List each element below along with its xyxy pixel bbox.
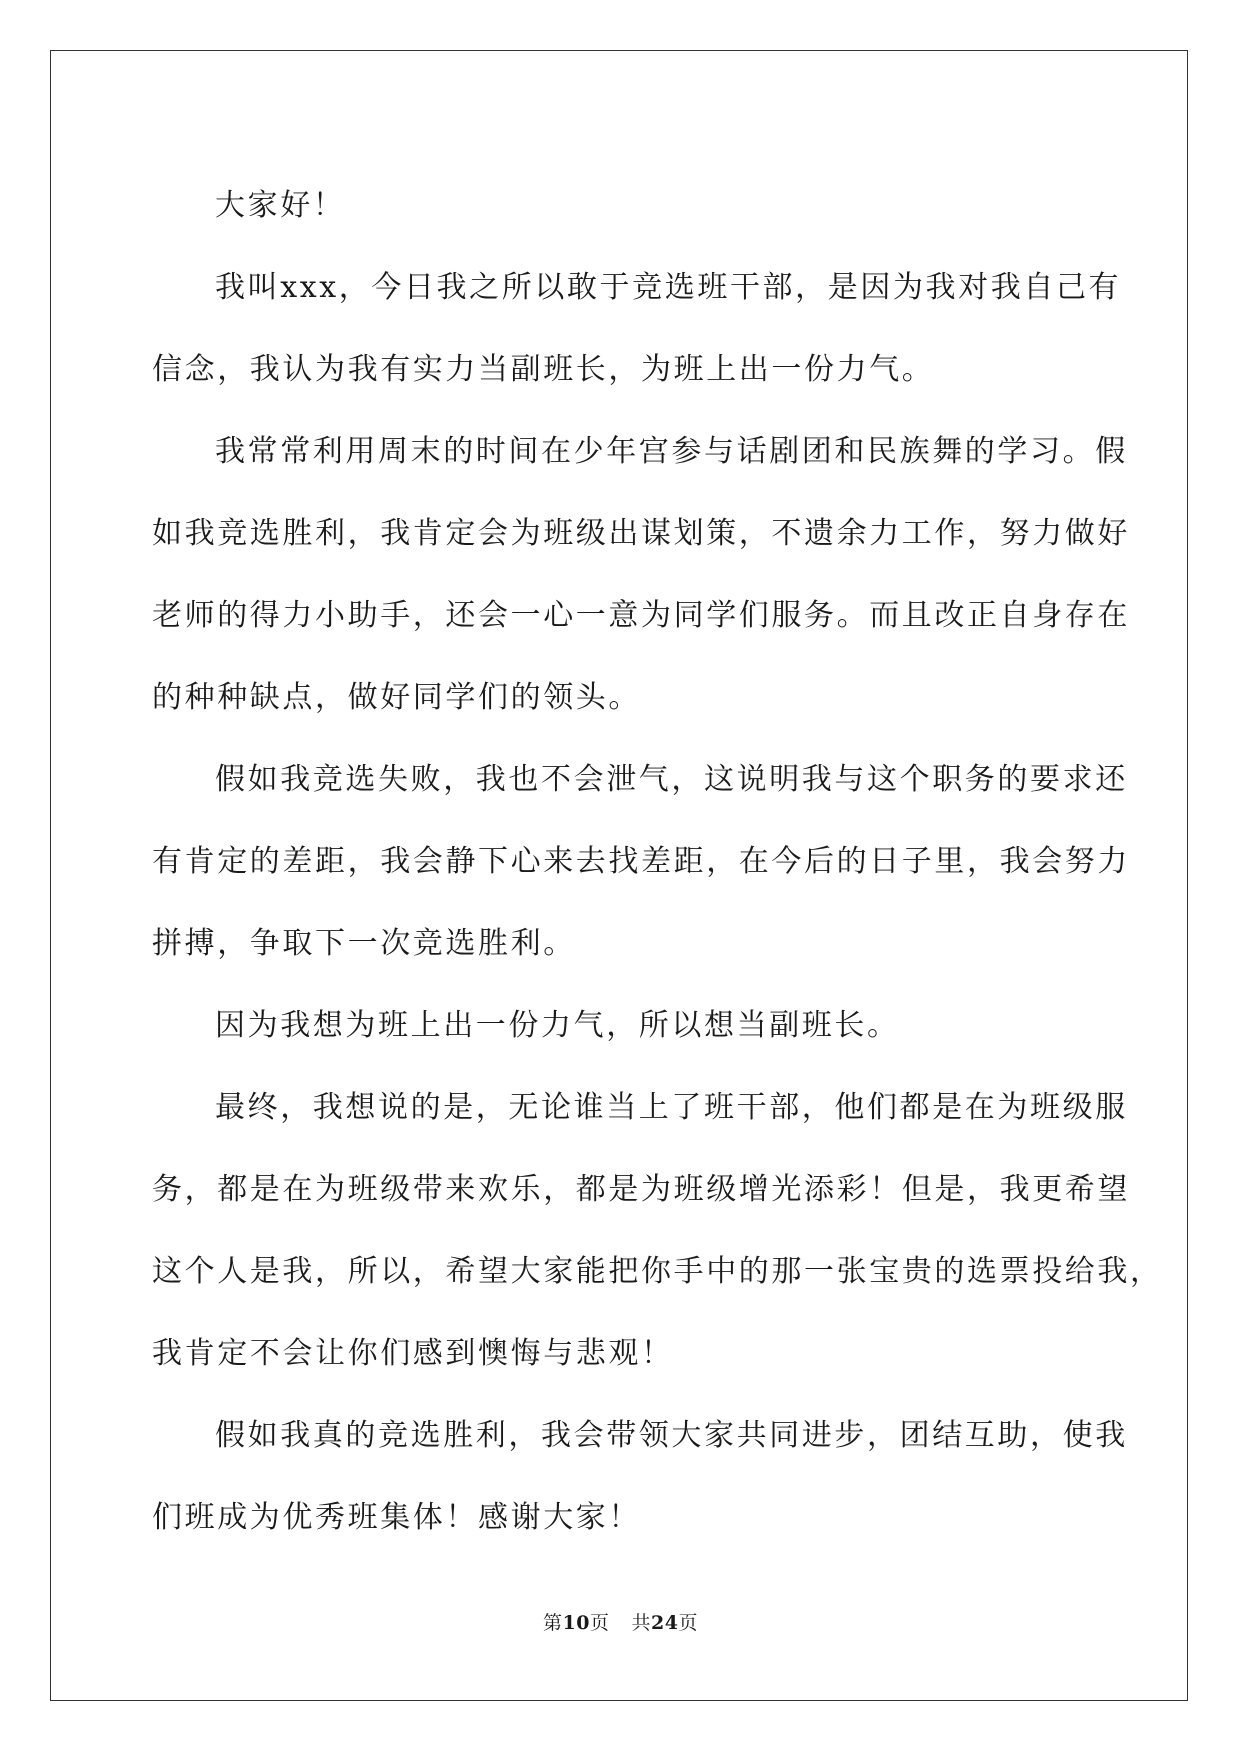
paragraph-greeting — [152, 165, 1090, 247]
text-line: 我肯定不会让你们感到懊悔与悲观！ — [152, 1336, 674, 1371]
text-line: 大家好！ — [215, 188, 346, 223]
text-line: 拼搏，争取下一次竞选胜利。 — [152, 926, 576, 961]
text-line: 务，都是在为班级带来欢乐，都是为班级增光添彩！但是，我更希望 — [152, 1172, 1130, 1207]
paragraph-activities — [152, 411, 1130, 739]
paragraph-reason — [152, 985, 1090, 1067]
text-line: 假如我竞选失败，我也不会泄气，这说明我与这个职务的要求还 — [215, 762, 1128, 797]
text-line: 因为我想为班上出一份力气，所以想当副班长。 — [215, 1008, 900, 1043]
text-line: 假如我真的竞选胜利，我会带领大家共同进步，团结互助，使我 — [215, 1418, 1128, 1453]
text-line: 有肯定的差距，我会静下心来去找差距，在今后的日子里，我会努力 — [152, 844, 1130, 879]
text-line: 信念，我认为我有实力当副班长，为班上出一份力气。 — [152, 352, 935, 387]
text-line: 们班成为优秀班集体！感谢大家！ — [152, 1500, 641, 1535]
page-number: 10 — [562, 1612, 590, 1634]
text-line: 我常常利用周末的时间在少年宫参与话剧团和民族舞的学习。假 — [215, 434, 1128, 469]
total-suffix: 页 — [678, 1612, 698, 1634]
text-line: 如我竞选胜利，我肯定会为班级出谋划策，不遗余力工作，努力做好 — [152, 516, 1130, 551]
total-pages: 24 — [651, 1612, 679, 1634]
paragraph-if-fail — [152, 739, 1130, 985]
text-line: 我叫xxx，今日我之所以敢于竞选班干部，是因为我对我自己有 — [215, 270, 1122, 305]
page-footer — [0, 1608, 1241, 1635]
paragraph-introduction — [152, 247, 1122, 411]
paragraph-finally — [152, 1067, 1163, 1395]
document-body — [152, 165, 1163, 1559]
page-prefix: 第 — [543, 1612, 563, 1634]
paragraph-closing — [152, 1395, 1128, 1559]
total-prefix: 共 — [631, 1612, 652, 1634]
text-line: 这个人是我，所以，希望大家能把你手中的那一张宝贵的选票投给我， — [152, 1254, 1163, 1289]
page-suffix: 页 — [589, 1612, 610, 1634]
text-line: 老师的得力小助手，还会一心一意为同学们服务。而且改正自身存在 — [152, 598, 1130, 633]
text-line: 的种种缺点，做好同学们的领头。 — [152, 680, 641, 715]
text-line: 最终，我想说的是，无论谁当上了班干部，他们都是在为班级服 — [215, 1090, 1128, 1125]
